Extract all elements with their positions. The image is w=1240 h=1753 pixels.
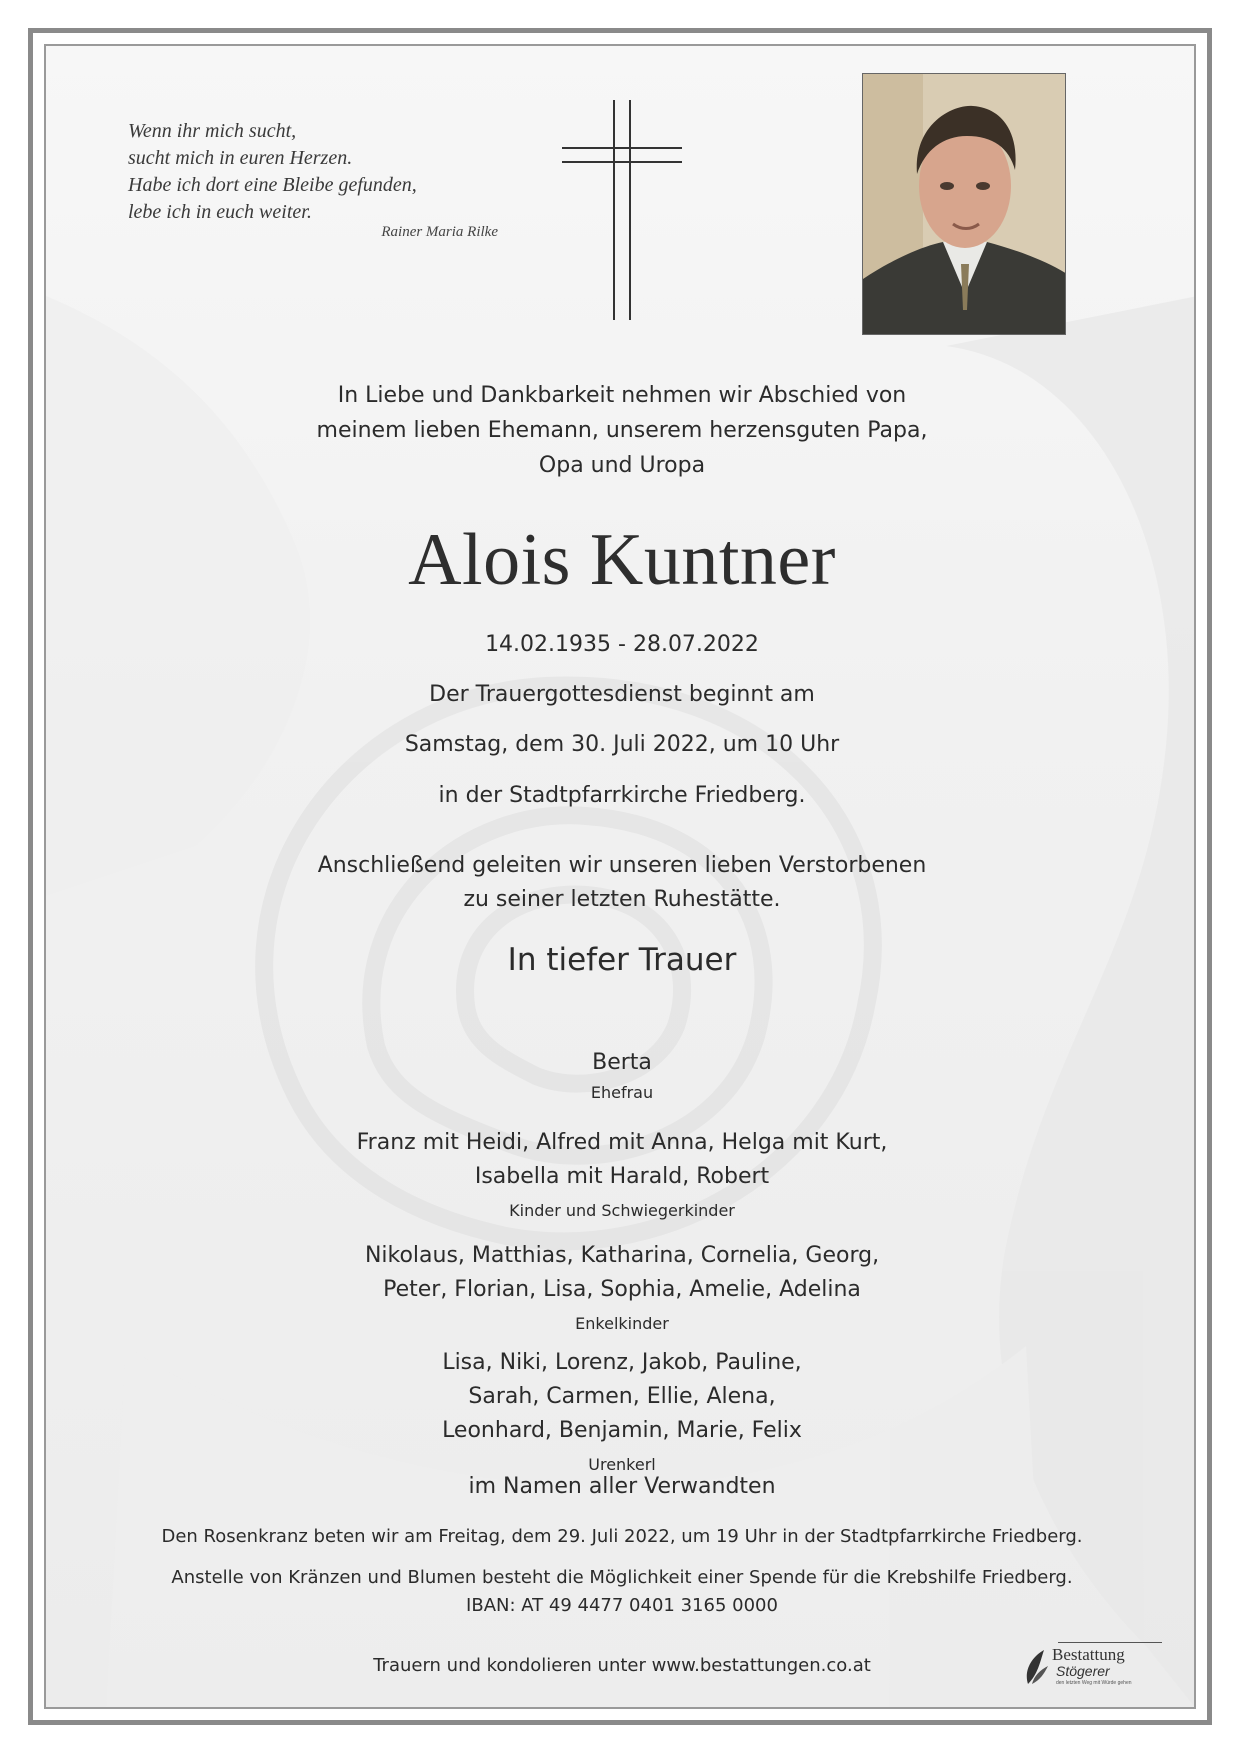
mourner-role: Urenkerl: [588, 1455, 656, 1474]
donation-notice: [46, 1564, 1196, 1620]
burial-text: [46, 849, 1196, 917]
mourner-group-great-grandchildren: [46, 1346, 1196, 1482]
poem-author: Rainer Maria Rilke: [381, 224, 498, 240]
logo-tagline: den letzten Weg mit Würde gehen: [1056, 1680, 1132, 1686]
intro-line: Opa und Uropa: [538, 453, 706, 478]
life-dates: 14.02.1935 - 28.07.2022: [485, 632, 759, 657]
intro-text: [46, 378, 1196, 483]
mourner-group-spouse: [46, 1048, 1196, 1108]
mourner-role: Kinder und Schwiegerkinder: [509, 1201, 735, 1220]
mourner-names: Peter, Florian, Lisa, Sophia, Amelie, Adelina: [383, 1277, 861, 1302]
iban-text: IBAN: AT 49 4477 0401 3165 0000: [466, 1595, 778, 1616]
portrait-photo: [862, 73, 1066, 335]
logo-text-name: Stögerer: [1056, 1663, 1110, 1679]
leaf-icon: [1022, 1646, 1052, 1686]
poem-line: lebe ich in euch weiter.: [128, 201, 312, 223]
intro-line: In Liebe und Dankbarkeit nehmen wir Abschied von: [337, 383, 907, 408]
mourner-names: Isabella mit Harald, Robert: [474, 1164, 770, 1189]
intro-line: meinem lieben Ehemann, unserem herzensguten Papa,: [316, 418, 928, 443]
mourner-names: Berta: [592, 1050, 652, 1075]
poem-line: Habe ich dort eine Bleibe gefunden,: [128, 174, 417, 196]
mourner-names: Leonhard, Benjamin, Marie, Felix: [442, 1418, 802, 1443]
poem-line: Wenn ihr mich sucht,: [128, 120, 297, 142]
service-line: Der Trauergottesdienst beginnt am: [429, 682, 815, 707]
mourning-closing: im Namen aller Verwandten: [468, 1474, 776, 1499]
service-location: in der Stadtpfarrkirche Friedberg.: [438, 783, 806, 808]
logo-divider: [1058, 1642, 1162, 1643]
poem-line: sucht mich in euren Herzen.: [128, 147, 353, 169]
mourner-role: Ehefrau: [590, 1083, 654, 1102]
poem: [128, 118, 528, 226]
mourner-names: Lisa, Niki, Lorenz, Jakob, Pauline,: [442, 1350, 802, 1375]
logo-text-bestattung: Bestattung: [1052, 1645, 1125, 1664]
deceased-name: Alois Kuntner: [408, 519, 836, 601]
service-date: Samstag, dem 30. Juli 2022, um 10 Uhr: [404, 732, 840, 757]
burial-line: Anschließend geleiten wir unseren lieben Verstorbenen: [317, 853, 927, 878]
mourner-names: Sarah, Carmen, Ellie, Alena,: [468, 1384, 776, 1409]
condolence-link[interactable]: Trauern und kondolieren unter www.bestattungen.co.at: [373, 1655, 871, 1676]
burial-line: zu seiner letzten Ruhestätte.: [463, 887, 781, 912]
rosary-notice: Den Rosenkranz beten wir am Freitag, dem 29. Juli 2022, um 19 Uhr in der Stadtpfarrkirche Friedberg.: [161, 1526, 1083, 1547]
mourner-names: Franz mit Heidi, Alfred mit Anna, Helga mit Kurt,: [356, 1130, 888, 1155]
mourner-group-grandchildren: [46, 1239, 1196, 1341]
mourner-role: Enkelkinder: [575, 1314, 669, 1333]
mourner-names: Nikolaus, Matthias, Katharina, Cornelia, Georg,: [364, 1243, 880, 1268]
cross-icon: [562, 100, 682, 320]
mourning-title: In tiefer Trauer: [507, 942, 737, 978]
donation-text: Anstelle von Kränzen und Blumen besteht die Möglichkeit einer Spende für die Krebshilfe Friedberg.: [171, 1567, 1073, 1588]
mourner-group-children: [46, 1126, 1196, 1228]
funeral-home-logo: [1022, 1642, 1162, 1688]
obituary-card: [44, 44, 1196, 1709]
